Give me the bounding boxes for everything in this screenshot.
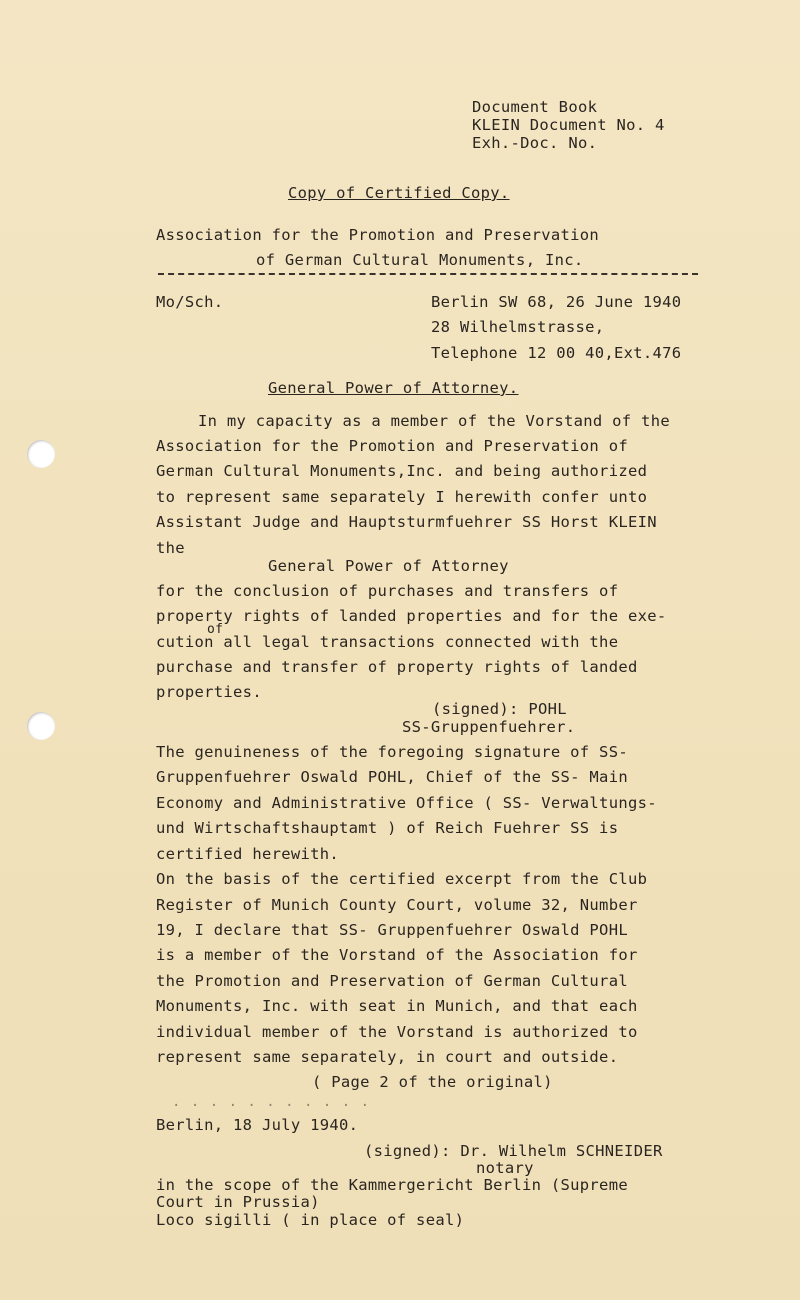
gpa-heading: General Power of Attorney.	[268, 379, 519, 397]
dashed-divider	[158, 273, 698, 275]
body3-line: Monuments, Inc. with seat in Munich, and that each	[156, 997, 638, 1015]
org-name-line1: Association for the Promotion and Preservation	[156, 226, 600, 244]
body3-line: 19, I declare that SS- Gruppenfuehrer Oswald POHL	[156, 921, 628, 939]
body1-line: Association for the Promotion and Preservation of	[156, 437, 628, 455]
signature-schneider: (signed): Dr. Wilhelm SCHNEIDER	[364, 1142, 663, 1160]
body2-line: property rights of landed properties and for the exe-	[156, 607, 667, 625]
punch-hole	[27, 712, 55, 740]
signature-pohl: (signed): POHL	[432, 700, 567, 718]
body1-line: to represent same separately I herewith confer unto	[156, 488, 648, 506]
address-phone: Telephone 12 00 40,Ext.476	[431, 344, 682, 362]
copy-title: Copy of Certified Copy.	[288, 184, 510, 202]
footer-line2: Court in Prussia)	[156, 1193, 320, 1211]
body2-line: properties.	[156, 683, 262, 701]
signature-schneider-title: notary	[476, 1159, 534, 1177]
doc-number: KLEIN Document No. 4	[472, 116, 665, 134]
footer-line3: Loco sigilli ( in place of seal)	[156, 1211, 465, 1229]
body3-line: Register of Munich County Court, volume 32, Number	[156, 896, 638, 914]
body2-line: cution all legal transactions connected with the	[156, 633, 619, 651]
body3-line: the Promotion and Preservation of German Cultural	[156, 972, 628, 990]
body3-line: represent same separately, in court and outside.	[156, 1048, 619, 1066]
body3-line: Economy and Administrative Office ( SS- Verwaltungs-	[156, 794, 657, 812]
body3-line: The genuineness of the foregoing signature of SS-	[156, 743, 628, 761]
body3-line: On the basis of the certified excerpt from the Club	[156, 870, 648, 888]
body1-line: In my capacity as a member of the Vorstand of the	[198, 412, 670, 430]
address-line2: 28 Wilhelmstrasse,	[431, 318, 605, 336]
body3-line: individual member of the Vorstand is authorized to	[156, 1023, 638, 1041]
body3-line: Gruppenfuehrer Oswald POHL, Chief of the SS- Main	[156, 768, 628, 786]
bleed-through-mark: · · · · · · · · · · ·	[172, 1098, 371, 1114]
doc-book-label: Document Book	[472, 98, 598, 116]
body1-line: the	[156, 539, 185, 557]
body1-line: Assistant Judge and Hauptsturmfuehrer SS Horst KLEIN	[156, 513, 657, 531]
body2-line: for the conclusion of purchases and transfers of	[156, 582, 619, 600]
place-date: Berlin, 18 July 1940.	[156, 1116, 359, 1134]
page-note: ( Page 2 of the original)	[312, 1073, 553, 1091]
address-line1: Berlin SW 68, 26 June 1940	[431, 293, 682, 311]
punch-hole	[27, 440, 55, 468]
body1-line: German Cultural Monuments,Inc. and being authorized	[156, 462, 648, 480]
inserted-word: of	[207, 622, 224, 637]
body3-line: certified herewith.	[156, 845, 340, 863]
org-name-line2: of German Cultural Monuments, Inc.	[256, 251, 584, 269]
footer-line1: in the scope of the Kammergericht Berlin (Supreme	[156, 1176, 628, 1194]
body3-line: und Wirtschaftshauptamt ) of Reich Fuehrer SS is	[156, 819, 619, 837]
body2-line: purchase and transfer of property rights of landed	[156, 658, 638, 676]
reference-code: Mo/Sch.	[156, 293, 224, 311]
signature-pohl-rank: SS-Gruppenfuehrer.	[402, 718, 576, 736]
exhibit-number: Exh.-Doc. No.	[472, 134, 598, 152]
body3-line: is a member of the Vorstand of the Association for	[156, 946, 638, 964]
gpa-center-title: General Power of Attorney	[268, 557, 509, 575]
